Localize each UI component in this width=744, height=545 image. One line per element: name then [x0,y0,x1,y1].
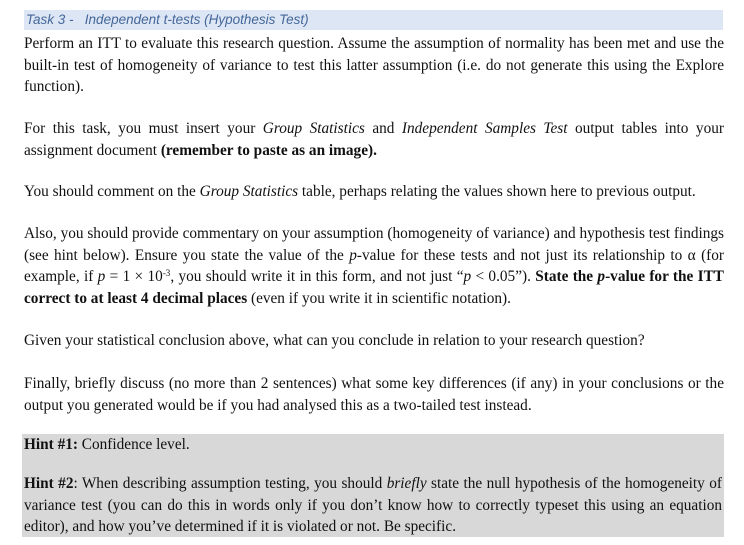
text-span: -value for these tests and not just its relationship to α (for example, if [24,246,725,285]
italic-term: Group Statistics [262,120,365,137]
task-title: Independent t-tests (Hypothesis Test) [84,12,309,27]
text-span: output tables into your assignment document [24,120,724,159]
text-span: and [364,120,402,137]
conclusion-paragraph: Given your statistical conclusion above, what can you conclude in relation to your research question? [24,332,645,349]
output-tables-paragraph [24,118,724,161]
text-span: , you should write it in this form, and not just “ [170,268,464,285]
italic-term: p [97,268,106,285]
text-span: State the [535,268,598,285]
italic-term: briefly [386,475,427,492]
text-span: (even if you write it in scientific notation). [247,289,511,307]
text-span: table, perhaps relating the values shown here to previous output. [298,183,696,200]
instruction-paragraph: Perform an ITT to evaluate this research question. Assume the assumption of normality has been met and use the built-in test of homogeneity of variance to test this latter assumption (i.e. do not generate this using the Explore function). [24,35,724,95]
task-heading [24,10,723,30]
italic-term: Independent Samples Test [401,120,568,137]
hint-2-box [22,459,724,537]
hint-label: Hint #1: [24,436,78,453]
group-statistics-paragraph [24,181,724,203]
italic-term: p [349,246,357,264]
italic-term: Group Statistics [199,183,299,200]
hint-1-box [22,434,724,459]
hint-text: : When describing assumption testing, you should [73,475,387,492]
text-span: -value for the ITT correct to at least 4 decimal places [24,268,724,307]
hint-text: Confidence level. [77,436,190,453]
hint-text: state the null hypothesis of the homogeneity of variance test (you can do this in words only if you don’t know how to correctly typeset this using an equation editor), and how you’ve determined if it is violated or not. Be specific. [24,475,722,535]
two-tailed-paragraph: Finally, briefly discuss (no more than 2 sentences) what some key differences (if any) in your conclusions or the output you generated would be if you had analysed this as a two-tailed test instead. [24,375,724,414]
italic-term: p [597,268,606,285]
text-span: You should comment on the [24,183,200,200]
superscript: -3 [162,268,171,278]
commentary-paragraph [24,223,724,309]
text-span: For this task, you must insert your [24,120,263,137]
task-number: Task 3 - [26,12,74,27]
text-span: = 1 × 10 [105,268,163,285]
bold-note: (remember to paste as an image). [160,141,377,159]
italic-term: p [463,268,472,285]
text-span: Also, you should provide commentary on your assumption (homogeneity of variance) and hypothesis test findings (see hint below). Ensure you state the value of the [24,225,724,264]
hint-label: Hint #2 [24,475,74,492]
text-span: < 0.05”). [471,268,536,285]
